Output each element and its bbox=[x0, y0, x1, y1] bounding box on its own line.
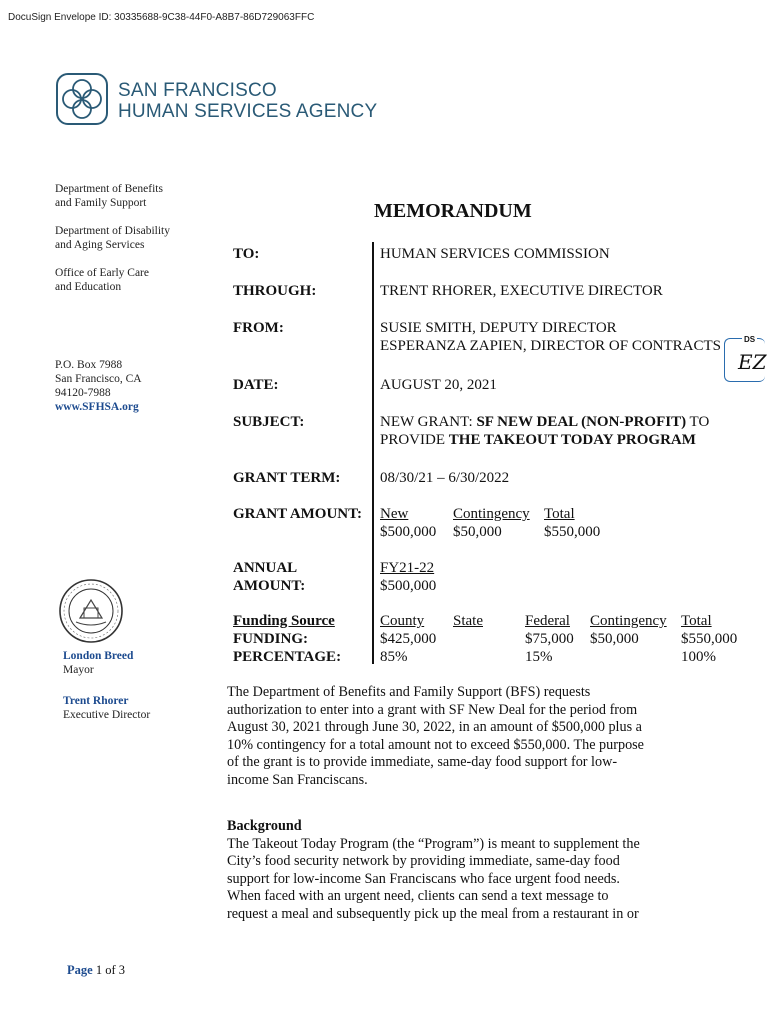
agency-name bbox=[118, 80, 377, 122]
signature-initials: EZ bbox=[738, 350, 767, 374]
background-line: When faced with an urgent need, clients can send a text message to bbox=[227, 888, 609, 905]
dept-benefits bbox=[55, 182, 163, 210]
subject-value bbox=[380, 413, 709, 449]
dept-benefits-line2: and Family Support bbox=[55, 197, 147, 209]
to-label: TO: bbox=[233, 246, 260, 262]
f-county-value: $425,000 bbox=[380, 631, 437, 647]
intro-paragraph bbox=[227, 684, 675, 790]
address-zip: 94120-7988 bbox=[55, 387, 111, 399]
f-contingency-header: Contingency bbox=[590, 613, 667, 629]
mayor-block bbox=[63, 649, 133, 677]
f-contingency-value: $50,000 bbox=[590, 631, 639, 647]
intro-line: income San Franciscans. bbox=[227, 771, 368, 788]
ga-total-header: Total bbox=[544, 506, 575, 522]
intro-line: of the grant is to provide immediate, same-day food support for low- bbox=[227, 754, 618, 771]
agency-line1: SAN FRANCISCO bbox=[118, 80, 277, 101]
grant-term-label: GRANT TERM: bbox=[233, 470, 341, 486]
f-county-percent: 85% bbox=[380, 649, 408, 665]
page-footer bbox=[67, 963, 125, 978]
background-line: City’s food security network by providing immediate, same-day food bbox=[227, 853, 620, 870]
annual-label-line1: ANNUAL bbox=[233, 560, 298, 576]
dept-early-care-line1: Office of Early Care bbox=[55, 267, 149, 279]
background-line: request a meal and subsequently pick up the meal from a restaurant in or bbox=[227, 905, 639, 922]
agency-line2: HUMAN SERVICES AGENCY bbox=[118, 101, 378, 122]
date-label: DATE: bbox=[233, 377, 279, 393]
dept-benefits-line1: Department of Benefits bbox=[55, 183, 163, 195]
background-line: support for low-income San Franciscans who face urgent food needs. bbox=[227, 870, 620, 887]
subject-line1 bbox=[380, 413, 709, 431]
annual-value: $500,000 bbox=[380, 578, 437, 594]
through-value: TRENT RHORER, EXECUTIVE DIRECTOR bbox=[380, 283, 663, 299]
f-county-header: County bbox=[380, 613, 425, 629]
intro-line: August 30, 2021 through June 30, 2022, in an amount of $500,000 plus a bbox=[227, 719, 642, 736]
percentage-label: PERCENTAGE: bbox=[233, 649, 342, 665]
ga-contingency-value: $50,000 bbox=[453, 524, 502, 540]
funding-label: FUNDING: bbox=[233, 631, 308, 647]
from-value-line1: SUSIE SMITH, DEPUTY DIRECTOR bbox=[380, 320, 617, 336]
city-seal-icon bbox=[58, 578, 124, 644]
director-title: Executive Director bbox=[63, 709, 151, 721]
address-city: San Francisco, CA bbox=[55, 373, 142, 385]
director-name: Trent Rhorer bbox=[63, 695, 129, 707]
through-label: THROUGH: bbox=[233, 283, 317, 299]
director-block bbox=[63, 694, 150, 722]
f-federal-percent: 15% bbox=[525, 649, 553, 665]
f-federal-value: $75,000 bbox=[525, 631, 574, 647]
page-number: 1 of 3 bbox=[92, 963, 125, 977]
subject-text-1: NEW GRANT: bbox=[380, 414, 477, 430]
funding-source-label: Funding Source bbox=[233, 613, 335, 629]
mayor-title: Mayor bbox=[63, 664, 94, 676]
subject-text-3: PROVIDE bbox=[380, 432, 449, 448]
date-value: AUGUST 20, 2021 bbox=[380, 377, 497, 393]
background-line: The Takeout Today Program (the “Program”) is meant to supplement the bbox=[227, 835, 640, 852]
f-state-header: State bbox=[453, 613, 483, 629]
ga-new-header: New bbox=[380, 506, 409, 522]
grant-term-value: 08/30/21 – 6/30/2022 bbox=[380, 470, 510, 486]
annual-label-line2: AMOUNT: bbox=[233, 578, 306, 594]
address bbox=[55, 358, 142, 414]
dept-disability-line2: and Aging Services bbox=[55, 239, 145, 251]
from-value-line2: ESPERANZA ZAPIEN, DIRECTOR OF CONTRACTS bbox=[380, 338, 722, 354]
address-po-box: P.O. Box 7988 bbox=[55, 359, 123, 371]
memo-divider bbox=[372, 242, 374, 664]
signature-tag: DS bbox=[744, 335, 756, 344]
subject-program: THE TAKEOUT TODAY PROGRAM bbox=[448, 432, 696, 448]
subject-label: SUBJECT: bbox=[233, 414, 305, 430]
website-link[interactable]: www.SFHSA.org bbox=[55, 401, 139, 413]
agency-logo-icon bbox=[56, 73, 108, 125]
mayor-name: London Breed bbox=[63, 650, 134, 662]
dept-early-care-line2: and Education bbox=[55, 281, 122, 293]
page-word: Page bbox=[67, 963, 93, 977]
f-total-percent: 100% bbox=[681, 649, 716, 665]
dept-disability-line1: Department of Disability bbox=[55, 225, 170, 237]
from-value bbox=[380, 319, 721, 355]
subject-grantee: SF NEW DEAL (NON-PROFIT) bbox=[476, 414, 687, 430]
subject-line2 bbox=[380, 431, 709, 449]
intro-line: authorization to enter into a grant with SF New Deal for the period from bbox=[227, 701, 638, 718]
background-heading: Background bbox=[227, 818, 302, 834]
background-section bbox=[227, 818, 675, 924]
f-total-header: Total bbox=[681, 613, 712, 629]
dept-disability bbox=[55, 224, 170, 252]
grant-amount-label: GRANT AMOUNT: bbox=[233, 506, 363, 522]
from-label: FROM: bbox=[233, 320, 284, 336]
f-total-value: $550,000 bbox=[681, 631, 738, 647]
intro-line: The Department of Benefits and Family Support (BFS) requests bbox=[227, 684, 591, 700]
annual-fy: FY21-22 bbox=[380, 560, 435, 576]
to-value: HUMAN SERVICES COMMISSION bbox=[380, 246, 610, 262]
intro-line: 10% contingency for a total amount not to exceed $550,000. The purpose bbox=[227, 736, 644, 753]
ga-new-value: $500,000 bbox=[380, 524, 437, 540]
memo-title: MEMORANDUM bbox=[374, 200, 532, 222]
envelope-id: DocuSign Envelope ID: 30335688-9C38-44F0-A8B7-86D729063FFC bbox=[8, 12, 315, 23]
annual-amount-label bbox=[233, 559, 305, 595]
f-federal-header: Federal bbox=[525, 613, 570, 629]
ga-contingency-header: Contingency bbox=[453, 506, 530, 522]
subject-text-2: TO bbox=[686, 414, 710, 430]
dept-early-care bbox=[55, 266, 149, 294]
ga-total-value: $550,000 bbox=[544, 524, 601, 540]
